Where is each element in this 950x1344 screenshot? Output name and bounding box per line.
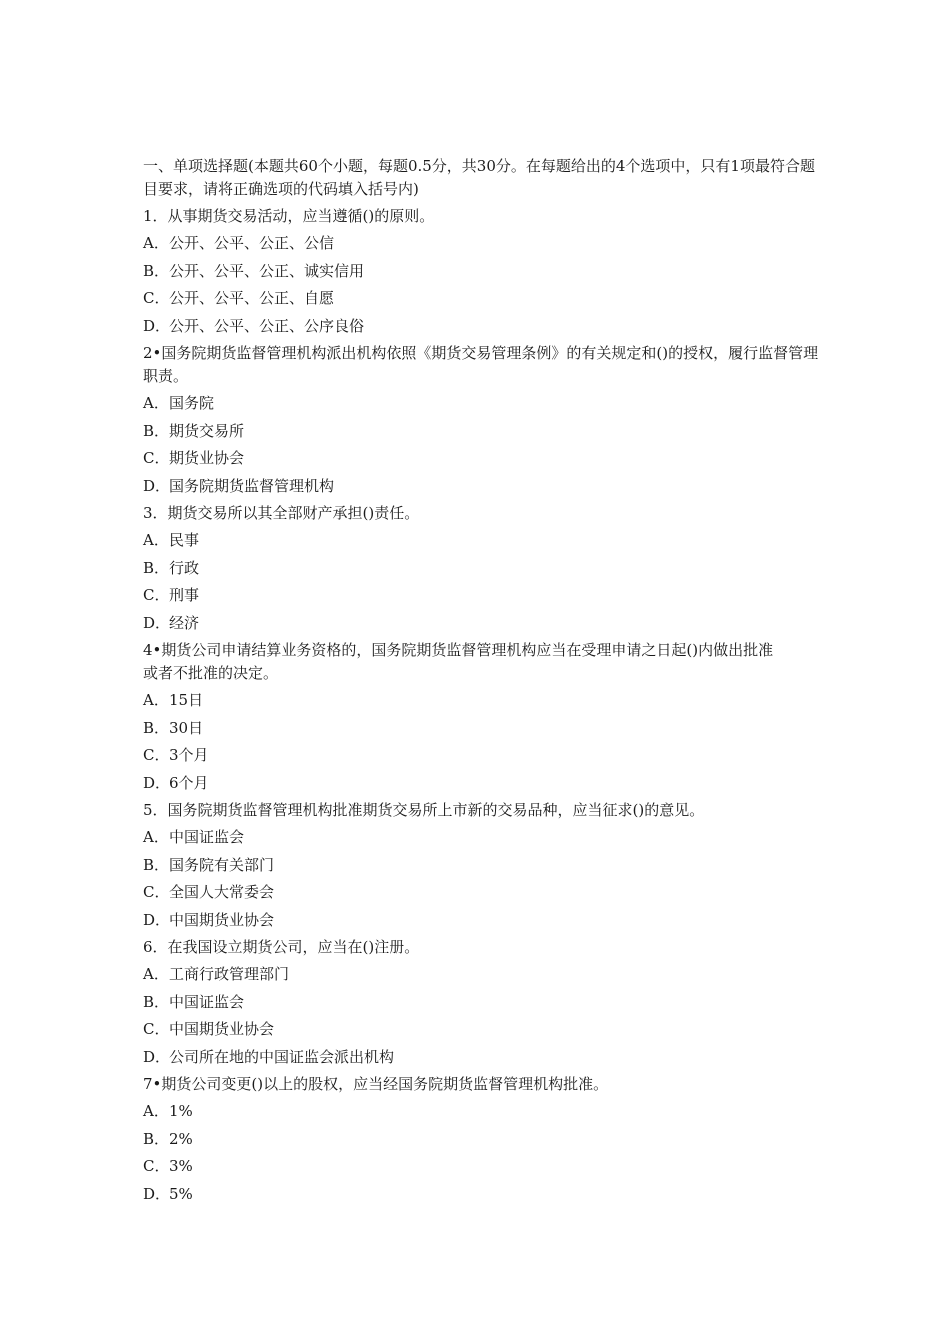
option-letter: C．: [143, 289, 170, 307]
option-letter: D．: [143, 476, 171, 495]
option-letter: B．: [143, 992, 170, 1011]
option-text: 6个月: [169, 773, 209, 792]
option-text: 公开、公平、公正、诚实信用: [169, 261, 365, 280]
option-text: 国务院有关部门: [169, 855, 275, 874]
question-stem: 2•国务院期货监督管理机构派出机构依照《期货交易管理条例》的有关规定和()的授权，履行监督管理职责。: [143, 344, 819, 385]
option-d: [143, 909, 823, 932]
option-text: 1%: [169, 1102, 193, 1120]
option-b: [143, 1128, 823, 1151]
option-text: 行政: [169, 558, 200, 577]
question-stem: 5．国务院期货监督管理机构批准期货交易所上市新的交易品种，应当征求()的意见。: [143, 801, 705, 819]
option-letter: B．: [143, 718, 170, 737]
option-letter: B．: [143, 558, 170, 577]
option-letter: D．: [143, 773, 171, 792]
option-text: 全国人大常委会: [169, 883, 275, 901]
option-a: [143, 689, 823, 712]
question-7: [143, 1073, 823, 1206]
option-b: [143, 420, 823, 443]
option-text: 中国证监会: [169, 992, 245, 1011]
option-a: [143, 232, 823, 255]
option-letter: C．: [143, 1020, 170, 1038]
option-letter: A．: [143, 965, 169, 983]
option-letter: A．: [143, 394, 169, 412]
option-c: [143, 287, 823, 310]
option-text: 中国证监会: [169, 828, 245, 846]
option-letter: D．: [143, 910, 171, 929]
option-letter: B．: [143, 421, 170, 440]
option-a: [143, 826, 823, 849]
option-letter: B．: [143, 1129, 170, 1148]
section-header: 一、单项选择题(本题共60个小题，每题0.5分，共30分。在每题给出的4个选项中，只有1项最符合题目要求，请将正确选项的代码填入括号内): [143, 157, 815, 198]
document-page: [143, 155, 823, 1210]
option-letter: A．: [143, 691, 169, 709]
option-text: 公开、公平、公正、自愿: [169, 289, 335, 307]
option-text: 中国期货业协会: [169, 910, 275, 929]
option-text: 30日: [169, 718, 204, 737]
option-text: 公司所在地的中国证监会派出机构: [169, 1047, 395, 1066]
question-stem: 7•期货公司变更()以上的股权，应当经国务院期货监督管理机构批准。: [143, 1075, 609, 1093]
option-d: [143, 612, 823, 635]
option-c: [143, 744, 823, 767]
question-6: [143, 936, 823, 1069]
option-a: [143, 1100, 823, 1123]
option-d: [143, 1183, 823, 1206]
option-letter: B．: [143, 855, 170, 874]
option-text: 期货业协会: [169, 449, 245, 467]
option-letter: C．: [143, 586, 170, 604]
option-text: 国务院: [169, 394, 215, 412]
option-text: 15日: [169, 691, 204, 709]
option-letter: C．: [143, 883, 170, 901]
question-3: [143, 502, 823, 635]
option-letter: A．: [143, 234, 169, 252]
option-d: [143, 475, 823, 498]
option-a: [143, 392, 823, 415]
option-d: [143, 315, 823, 338]
option-letter: C．: [143, 1157, 170, 1175]
option-letter: A．: [143, 531, 169, 549]
option-d: [143, 772, 823, 795]
option-c: [143, 584, 823, 607]
option-letter: C．: [143, 746, 170, 764]
option-text: 中国期货业协会: [169, 1020, 275, 1038]
option-text: 国务院期货监督管理机构: [169, 476, 335, 495]
question-stem: 4•期货公司申请结算业务资格的，国务院期货监督管理机构应当在受理申请之日起()内做出批准或者不批准的决定。: [143, 641, 774, 682]
question-2: [143, 342, 823, 498]
option-letter: D．: [143, 316, 171, 335]
option-a: [143, 963, 823, 986]
question-stem: 6．在我国设立期货公司，应当在()注册。: [143, 938, 420, 956]
option-text: 3个月: [169, 746, 209, 764]
question-5: [143, 799, 823, 932]
option-letter: D．: [143, 613, 171, 632]
option-text: 经济: [169, 613, 200, 632]
option-text: 公开、公平、公正、公序良俗: [169, 316, 365, 335]
option-c: [143, 1155, 823, 1178]
option-text: 民事: [169, 531, 200, 549]
option-b: [143, 854, 823, 877]
option-b: [143, 991, 823, 1014]
option-text: 5%: [169, 1184, 193, 1203]
option-letter: A．: [143, 1102, 169, 1120]
option-text: 公开、公平、公正、公信: [169, 234, 335, 252]
option-letter: D．: [143, 1184, 171, 1203]
option-text: 期货交易所: [169, 421, 245, 440]
question-stem: 1．从事期货交易活动，应当遵循()的原则。: [143, 207, 435, 225]
option-d: [143, 1046, 823, 1069]
question-1: [143, 205, 823, 338]
option-a: [143, 529, 823, 552]
option-c: [143, 1018, 823, 1041]
option-b: [143, 557, 823, 580]
option-letter: C．: [143, 449, 170, 467]
option-b: [143, 260, 823, 283]
option-letter: D．: [143, 1047, 171, 1066]
option-letter: B．: [143, 261, 170, 280]
option-letter: A．: [143, 828, 169, 846]
question-4: [143, 639, 823, 795]
option-b: [143, 717, 823, 740]
option-text: 刑事: [169, 586, 200, 604]
option-c: [143, 881, 823, 904]
option-text: 工商行政管理部门: [169, 965, 290, 983]
option-text: 2%: [169, 1129, 193, 1148]
question-stem: 3．期货交易所以其全部财产承担()责任。: [143, 504, 420, 522]
option-text: 3%: [169, 1157, 193, 1175]
option-c: [143, 447, 823, 470]
